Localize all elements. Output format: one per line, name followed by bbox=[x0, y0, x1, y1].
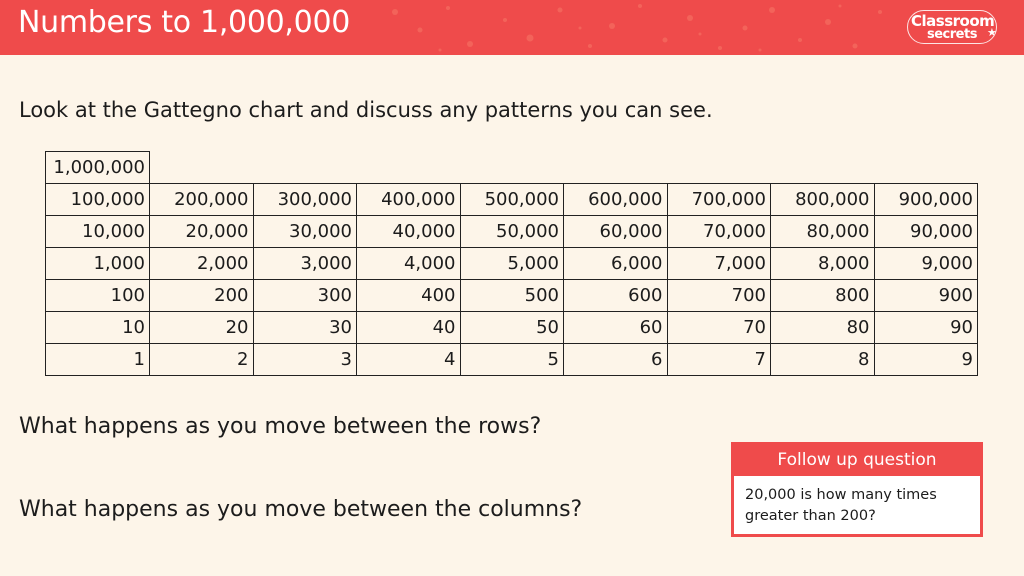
gattegno-cell: 4,000 bbox=[357, 248, 461, 280]
gattegno-chart bbox=[45, 151, 978, 376]
gattegno-row bbox=[46, 184, 978, 216]
gattegno-cell: 600,000 bbox=[564, 184, 668, 216]
gattegno-cell: 200,000 bbox=[150, 184, 254, 216]
gattegno-cell: 1 bbox=[46, 344, 150, 376]
gattegno-row bbox=[46, 248, 978, 280]
gattegno-cell: 30,000 bbox=[253, 216, 357, 248]
gattegno-cell: 60 bbox=[564, 312, 668, 344]
gattegno-cell: 300,000 bbox=[253, 184, 357, 216]
gattegno-cell: 7 bbox=[667, 344, 771, 376]
gattegno-cell: 100 bbox=[46, 280, 150, 312]
gattegno-cell: 3 bbox=[253, 344, 357, 376]
follow-up-heading: Follow up question bbox=[734, 445, 980, 476]
gattegno-cell: 900 bbox=[874, 280, 978, 312]
gattegno-cell: 2 bbox=[150, 344, 254, 376]
gattegno-cell: 700 bbox=[667, 280, 771, 312]
question-columns: What happens as you move between the columns? bbox=[19, 497, 583, 522]
gattegno-cell: 40,000 bbox=[357, 216, 461, 248]
gattegno-cell: 500,000 bbox=[460, 184, 564, 216]
gattegno-cell: 800,000 bbox=[771, 184, 875, 216]
gattegno-cell: 8,000 bbox=[771, 248, 875, 280]
gattegno-cell: 80,000 bbox=[771, 216, 875, 248]
gattegno-row bbox=[46, 344, 978, 376]
gattegno-cell: 30 bbox=[253, 312, 357, 344]
gattegno-cell: 40 bbox=[357, 312, 461, 344]
gattegno-cell: 90,000 bbox=[874, 216, 978, 248]
gattegno-cell: 3,000 bbox=[253, 248, 357, 280]
gattegno-cell: 100,000 bbox=[46, 184, 150, 216]
gattegno-cell: 60,000 bbox=[564, 216, 668, 248]
gattegno-cell: 1,000,000 bbox=[46, 152, 150, 184]
page-title: Numbers to 1,000,000 bbox=[18, 5, 351, 40]
gattegno-cell: 9,000 bbox=[874, 248, 978, 280]
gattegno-cell: 600 bbox=[564, 280, 668, 312]
gattegno-cell: 400 bbox=[357, 280, 461, 312]
gattegno-row bbox=[46, 280, 978, 312]
gattegno-cell: 10 bbox=[46, 312, 150, 344]
gattegno-cell: 90 bbox=[874, 312, 978, 344]
logo-text: Classroom bbox=[911, 12, 995, 30]
gattegno-cell: 20,000 bbox=[150, 216, 254, 248]
gattegno-cell: 10,000 bbox=[46, 216, 150, 248]
gattegno-cell: 8 bbox=[771, 344, 875, 376]
gattegno-cell: 6,000 bbox=[564, 248, 668, 280]
question-rows: What happens as you move between the rows? bbox=[19, 414, 542, 439]
classroom-secrets-logo bbox=[905, 10, 1005, 44]
gattegno-row bbox=[46, 312, 978, 344]
gattegno-cell: 800 bbox=[771, 280, 875, 312]
gattegno-cell: 4 bbox=[357, 344, 461, 376]
follow-up-text: 20,000 is how many times greater than 200? bbox=[745, 487, 937, 524]
gattegno-cell: 80 bbox=[771, 312, 875, 344]
gattegno-cell: 900,000 bbox=[874, 184, 978, 216]
title-bar bbox=[0, 0, 1024, 55]
instruction-text: Look at the Gattegno chart and discuss any patterns you can see. bbox=[19, 98, 713, 122]
gattegno-cell: 70 bbox=[667, 312, 771, 344]
gattegno-cell: 6 bbox=[564, 344, 668, 376]
gattegno-cell: 5,000 bbox=[460, 248, 564, 280]
logo-subtext: secrets bbox=[927, 27, 977, 42]
gattegno-cell: 9 bbox=[874, 344, 978, 376]
gattegno-cell: 2,000 bbox=[150, 248, 254, 280]
gattegno-cell: 200 bbox=[150, 280, 254, 312]
gattegno-cell: 7,000 bbox=[667, 248, 771, 280]
gattegno-cell: 50 bbox=[460, 312, 564, 344]
gattegno-row bbox=[46, 216, 978, 248]
gattegno-top-row bbox=[46, 152, 978, 184]
gattegno-cell: 700,000 bbox=[667, 184, 771, 216]
gattegno-cell: 70,000 bbox=[667, 216, 771, 248]
gattegno-cell: 500 bbox=[460, 280, 564, 312]
star-icon: ★ bbox=[987, 26, 997, 39]
follow-up-box bbox=[731, 442, 983, 537]
gattegno-cell: 5 bbox=[460, 344, 564, 376]
gattegno-cell: 1,000 bbox=[46, 248, 150, 280]
gattegno-cell: 300 bbox=[253, 280, 357, 312]
gattegno-cell: 400,000 bbox=[357, 184, 461, 216]
gattegno-cell: 50,000 bbox=[460, 216, 564, 248]
gattegno-cell: 20 bbox=[150, 312, 254, 344]
